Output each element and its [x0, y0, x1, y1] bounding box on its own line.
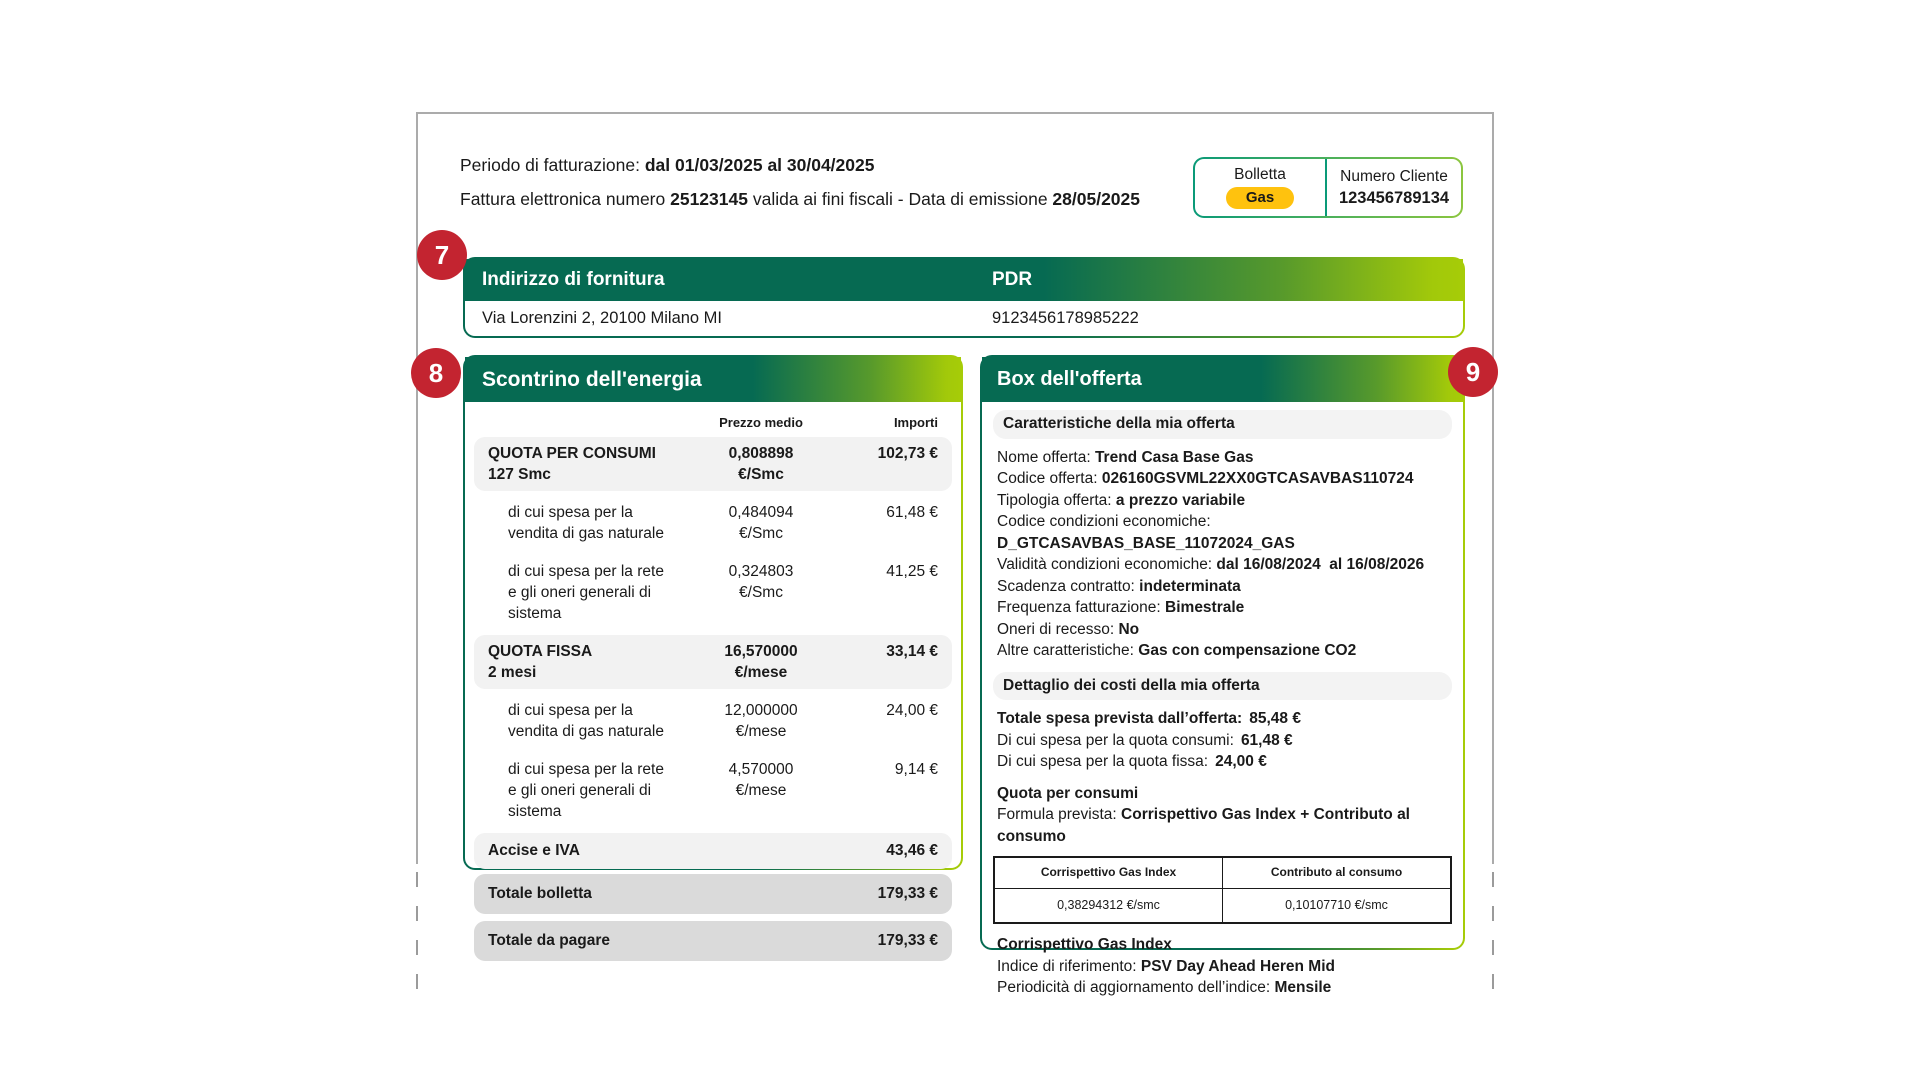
- offer-line-label: Validità condizioni economiche:: [997, 556, 1217, 573]
- gas-index-col-header: Corrispettivo Gas Index: [994, 857, 1223, 888]
- table-row-rete-oneri-fissa: [474, 753, 952, 828]
- offer-line-codice: [993, 468, 1452, 490]
- cost-value: 85,48 €: [1249, 710, 1301, 727]
- invoice-middle-text: valida ai fini fiscali - Data di emissione: [747, 189, 1053, 209]
- offer-line-value: Bimestrale: [1165, 599, 1245, 616]
- offer-line-label: Tipologia offerta:: [997, 491, 1116, 509]
- offer-line-value: dal 16/08/2024 al 16/08/2026: [1216, 556, 1425, 573]
- price-column-header: Prezzo medio: [719, 415, 803, 430]
- row-price: 0,484094: [728, 504, 794, 521]
- offer-section-inner: [982, 357, 1463, 996]
- table-row-rete-oneri: [474, 555, 952, 630]
- supply-address-header: Indirizzo di fornitura: [482, 269, 665, 290]
- table-row-totale-bolletta: [474, 874, 952, 914]
- billing-period-label: Periodo di fatturazione:: [460, 155, 645, 175]
- offer-line-altre: [993, 640, 1452, 662]
- row-amount: 24,00 €: [886, 702, 938, 719]
- contributo-col-header: Contributo al consumo: [1223, 857, 1452, 888]
- invoice-number-label: Fattura elettronica numero: [460, 189, 671, 209]
- row-price: 0,808898: [728, 445, 794, 462]
- row-unit: €/mese: [735, 782, 787, 799]
- row-amount: 33,14 €: [886, 643, 938, 660]
- row-subtitle: 127 Smc: [488, 466, 551, 483]
- offer-line-validita: [993, 554, 1452, 576]
- energy-receipt-section: [463, 355, 963, 949]
- gas-index-table-value-row: [994, 888, 1451, 923]
- amount-column-header: Importi: [893, 415, 938, 430]
- supply-section-header: [465, 259, 1463, 301]
- row-price: 16,570000: [724, 643, 798, 660]
- bill-type-box-inner: [1195, 159, 1461, 216]
- invoice-number-value: 25123145: [670, 189, 748, 209]
- row-title: di cui spesa per la rete e gli oneri generali di sistema: [508, 761, 664, 820]
- row-title: QUOTA FISSA: [488, 643, 593, 660]
- supply-section-inner: [465, 259, 1463, 336]
- quota-consumi-title: Quota per consumi: [997, 784, 1139, 802]
- gas-badge: Gas: [1226, 187, 1294, 209]
- row-amount: 41,25 €: [886, 563, 938, 580]
- row-title: Totale da pagare: [488, 932, 611, 949]
- cost-label: Di cui spesa per la quota fissa:: [997, 753, 1209, 770]
- offer-line-oneri: [993, 619, 1452, 641]
- offer-line-label: Nome offerta:: [997, 448, 1095, 466]
- table-row-accise-iva: [474, 833, 952, 869]
- offer-line-value: a prezzo variabile: [1115, 491, 1246, 509]
- row-unit: €/Smc: [739, 525, 783, 542]
- row-title: QUOTA PER CONSUMI: [488, 445, 656, 462]
- offer-costs-title: Dettaglio dei costi della mia offerta: [993, 672, 1452, 701]
- page-border-dashed-right: [1492, 872, 1494, 1004]
- offer-line-value: Trend Casa Base Gas: [1094, 448, 1254, 466]
- offer-line-label: Frequenza fatturazione:: [997, 599, 1166, 616]
- formula-label: Formula prevista:: [997, 806, 1122, 823]
- cost-value: 61,48 €: [1240, 731, 1293, 749]
- cost-value: 24,00 €: [1215, 753, 1267, 770]
- row-amount: 179,33 €: [877, 932, 938, 949]
- supply-values-row: [465, 301, 1463, 336]
- customer-number-value: 123456789134: [1338, 188, 1450, 207]
- cost-line-totale: [993, 708, 1452, 730]
- table-row-quota-fissa: [474, 635, 952, 689]
- callout-marker-8: 8: [411, 348, 461, 398]
- table-row-quota-consumi: [474, 437, 952, 491]
- energy-receipt-table: [465, 402, 961, 978]
- offer-line-nome: [993, 447, 1452, 469]
- offer-section-body: [982, 402, 1463, 1009]
- gas-index-table-header-row: [994, 857, 1451, 888]
- formula-value: Corrispettivo Gas Index + Contributo al consumo: [997, 806, 1410, 845]
- customer-number-cell: [1327, 159, 1461, 216]
- row-price: 4,570000: [728, 761, 794, 778]
- offer-section-header: [982, 357, 1463, 402]
- bill-type-label: Bolletta: [1234, 166, 1286, 183]
- energy-receipt-title: Scontrino dell'energia: [482, 367, 702, 391]
- contributo-value: 0,10107710 €/smc: [1223, 888, 1452, 923]
- offer-line-value: Gas con compensazione CO2: [1138, 642, 1357, 659]
- offer-line-value: No: [1118, 620, 1140, 638]
- offer-line-label: Oneri di recesso:: [997, 620, 1119, 638]
- row-price: 12,000000: [724, 702, 798, 719]
- offer-section-title: Box dell'offerta: [997, 368, 1142, 390]
- offer-line-label: Codice offerta:: [997, 470, 1102, 487]
- billing-period-value: dal 01/03/2025 al 30/04/2025: [644, 155, 875, 175]
- supply-address-value: Via Lorenzini 2, 20100 Milano MI: [482, 309, 723, 327]
- gas-index-detail-title: Corrispettivo Gas Index: [997, 936, 1172, 953]
- row-unit: €/mese: [734, 664, 788, 681]
- offer-line-label: Scadenza contratto:: [997, 577, 1140, 595]
- table-row-vendita-gas: [474, 496, 952, 550]
- row-price: 0,324803: [728, 563, 794, 580]
- billing-info: [460, 148, 1140, 216]
- page-border-dashed-left: [416, 872, 418, 1004]
- bill-type-cell: [1195, 159, 1327, 216]
- offer-line-scadenza: [993, 576, 1452, 598]
- pdr-value: 9123456178985222: [992, 309, 1139, 327]
- energy-receipt-inner: [465, 357, 961, 949]
- cost-label: Totale spesa prevista dall’offerta:: [997, 710, 1243, 727]
- offer-line-frequenza: [993, 597, 1452, 619]
- index-ref-value: PSV Day Ahead Heren Mid: [1140, 957, 1335, 975]
- row-amount: 102,73 €: [877, 445, 938, 462]
- offer-line-value: 026160GSVML22XX0GTCASAVBAS110724: [1101, 470, 1414, 487]
- supply-section: [463, 257, 1465, 338]
- table-row-vendita-gas-fissa: [474, 694, 952, 748]
- row-title: Accise e IVA: [488, 842, 580, 859]
- row-amount: 43,46 €: [886, 842, 938, 859]
- offer-line-label: Altre caratteristiche:: [997, 642, 1139, 659]
- index-ref-line: [993, 956, 1452, 978]
- cost-line-consumi: [993, 730, 1452, 752]
- row-unit: €/Smc: [738, 466, 784, 483]
- receipt-column-headers: [474, 406, 952, 437]
- row-unit: €/mese: [735, 723, 787, 740]
- gas-index-value: 0,38294312 €/smc: [994, 888, 1223, 923]
- index-period-value: Mensile: [1274, 979, 1332, 996]
- offer-line-tipologia: [993, 490, 1452, 512]
- cost-line-fissa: [993, 751, 1452, 773]
- offer-line-condizioni: [993, 511, 1452, 554]
- offer-line-value: indeterminata: [1139, 577, 1241, 595]
- issue-date-value: 28/05/2025: [1052, 189, 1141, 209]
- offer-line-label: Codice condizioni economiche:: [997, 513, 1211, 530]
- row-unit: €/Smc: [739, 584, 783, 601]
- row-amount: 9,14 €: [894, 761, 938, 778]
- table-row-totale-da-pagare: [474, 921, 952, 961]
- row-title: di cui spesa per la vendita di gas naturale: [508, 504, 664, 542]
- row-title: di cui spesa per la rete e gli oneri generali di sistema: [508, 563, 664, 622]
- row-amount: 179,33 €: [877, 885, 938, 902]
- row-amount: 61,48 €: [886, 504, 938, 521]
- offer-characteristics-title: Caratteristiche della mia offerta: [993, 410, 1452, 439]
- energy-receipt-header: [465, 357, 961, 402]
- index-period-line: [993, 977, 1452, 999]
- index-period-label: Periodicità di aggiornamento dell’indice:: [997, 979, 1275, 996]
- offer-section: [980, 355, 1465, 996]
- formula-line: [993, 804, 1452, 847]
- billing-period-line: [460, 148, 1140, 182]
- index-ref-label: Indice di riferimento:: [997, 957, 1141, 975]
- row-title: Totale bolletta: [488, 885, 592, 902]
- row-title: di cui spesa per la vendita di gas naturale: [508, 702, 664, 740]
- row-subtitle: 2 mesi: [488, 664, 537, 681]
- pdr-header: PDR: [992, 269, 1033, 290]
- invoice-number-line: [460, 182, 1140, 216]
- gas-index-table: [993, 856, 1452, 924]
- callout-marker-7: 7: [417, 230, 467, 280]
- cost-label: Di cui spesa per la quota consumi:: [997, 731, 1234, 749]
- offer-line-value: D_GTCASAVBAS_BASE_11072024_GAS: [997, 534, 1295, 552]
- customer-number-label: Numero Cliente: [1340, 167, 1448, 185]
- bill-type-box: [1193, 157, 1463, 218]
- callout-marker-9: 9: [1448, 347, 1498, 397]
